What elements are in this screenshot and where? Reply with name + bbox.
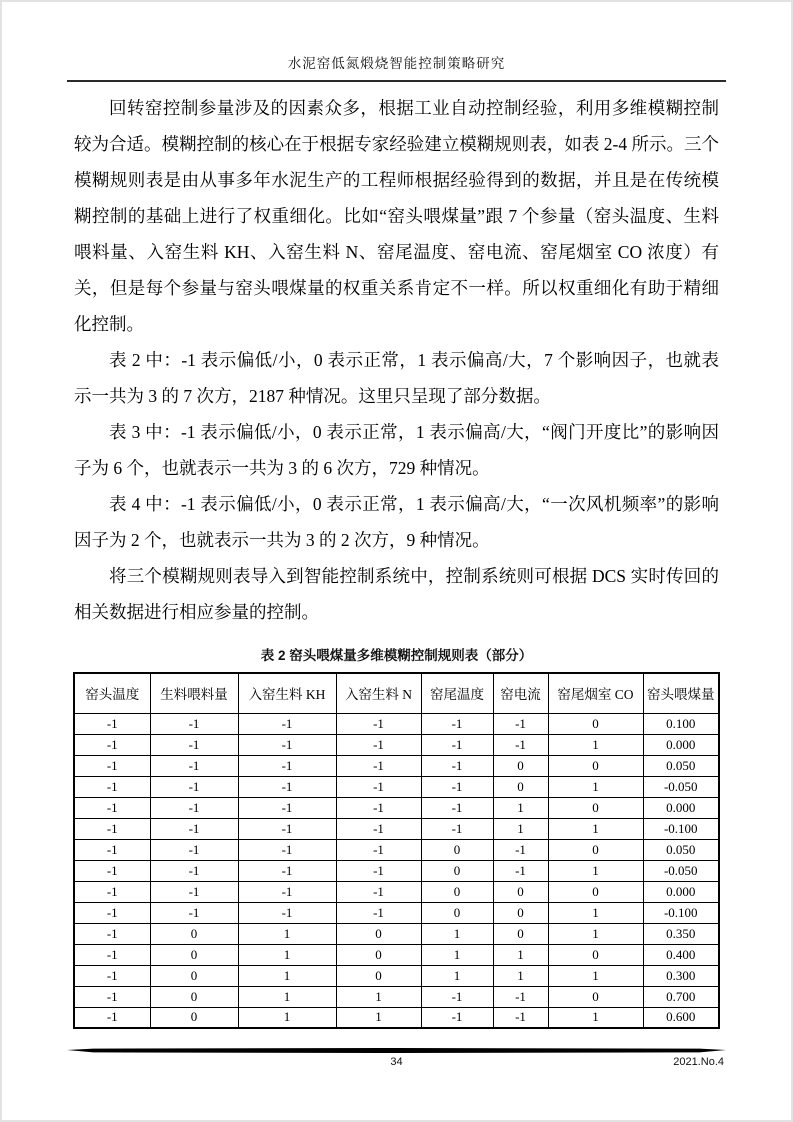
table-cell: 0: [548, 713, 643, 734]
table-cell: 0: [493, 755, 548, 776]
table-cell: 1: [548, 1007, 643, 1028]
table-cell: -1: [421, 818, 493, 839]
table-cell: 0: [150, 986, 238, 1007]
table-cell: 1: [493, 818, 548, 839]
table-cell: -1: [238, 713, 336, 734]
table-row: [74, 818, 719, 839]
table-cell: 0.600: [643, 1007, 719, 1028]
table-cell: 1: [548, 818, 643, 839]
table-row: [74, 860, 719, 881]
table-cell: 1: [421, 965, 493, 986]
column-header-raw-meal-feed: 生料喂料量: [150, 673, 238, 713]
table-cell: 0: [150, 1007, 238, 1028]
table-cell: -1: [238, 881, 336, 902]
page-header-title: 水泥窑低氮煅烧智能控制策略研究: [287, 56, 506, 71]
table-cell: 0: [493, 776, 548, 797]
table-cell: -1: [238, 839, 336, 860]
table-cell: 0: [548, 881, 643, 902]
table-cell: 0: [421, 902, 493, 923]
table-cell: 0: [493, 902, 548, 923]
table-cell: -1: [150, 755, 238, 776]
table-cell: -1: [150, 818, 238, 839]
table-cell: -0.050: [643, 860, 719, 881]
table-cell: -1: [150, 734, 238, 755]
table-row: [74, 713, 719, 734]
table-cell: -1: [421, 776, 493, 797]
table-cell: 0: [336, 965, 421, 986]
table-cell: 0.300: [643, 965, 719, 986]
table-cell: 0.000: [643, 797, 719, 818]
table-cell: -1: [74, 755, 150, 776]
table-cell: -1: [238, 818, 336, 839]
table-cell: -1: [493, 734, 548, 755]
issue-label: 2021.No.4: [673, 1056, 724, 1068]
table-row: [74, 797, 719, 818]
table-cell: 0: [548, 797, 643, 818]
table-cell: 1: [493, 797, 548, 818]
table-cell: -0.050: [643, 776, 719, 797]
table-cell: 0: [548, 944, 643, 965]
table-cell: 1: [548, 923, 643, 944]
table-cell: -1: [238, 734, 336, 755]
fuzzy-rules-table: [73, 672, 720, 1029]
table-cell: 0: [548, 986, 643, 1007]
table-cell: -1: [493, 860, 548, 881]
column-header-kiln-current: 窑电流: [493, 673, 548, 713]
table-cell: 0.700: [643, 986, 719, 1007]
table-cell: 0: [336, 923, 421, 944]
table-cell: -1: [421, 986, 493, 1007]
table-cell: -1: [150, 713, 238, 734]
table-cell: 0.000: [643, 734, 719, 755]
table-cell: -1: [336, 797, 421, 818]
table-cell: -1: [74, 776, 150, 797]
table-cell: 0: [421, 881, 493, 902]
table-cell: 1: [548, 902, 643, 923]
table-cell: 1: [548, 860, 643, 881]
running-head: [2, 2, 791, 82]
table-row: [74, 923, 719, 944]
table-cell: -1: [150, 902, 238, 923]
table-cell: 0: [421, 839, 493, 860]
table-cell: 0.050: [643, 839, 719, 860]
table-cell: 0.400: [643, 944, 719, 965]
table-cell: -1: [421, 755, 493, 776]
paragraph-4: 表 4 中：-1 表示偏低/小，0 表示正常，1 表示偏高/大，“一次风机频率”的影响因子为 2 个，也就表示一共为 3 的 2 次方，9 种情况。: [74, 494, 719, 550]
table-cell: -1: [74, 1007, 150, 1028]
table-cell: 1: [336, 1007, 421, 1028]
table-row: [74, 839, 719, 860]
table-cell: 0: [548, 839, 643, 860]
table-cell: -1: [336, 902, 421, 923]
page-footer: [67, 1048, 726, 1072]
table-cell: 1: [336, 986, 421, 1007]
table-cell: 1: [493, 965, 548, 986]
table-cell: -1: [74, 797, 150, 818]
table-cell: 0.350: [643, 923, 719, 944]
table-cell: 0: [150, 944, 238, 965]
table-row: [74, 944, 719, 965]
body-text: [2, 82, 791, 630]
table-cell: -1: [238, 860, 336, 881]
table-cell: -0.100: [643, 902, 719, 923]
table-cell: -1: [336, 839, 421, 860]
table-cell: -1: [74, 734, 150, 755]
table-cell: -1: [336, 755, 421, 776]
table-cell: -1: [150, 881, 238, 902]
table-cell: -1: [421, 734, 493, 755]
table-cell: 0: [493, 881, 548, 902]
table-cell: 1: [493, 944, 548, 965]
table-cell: -1: [493, 1007, 548, 1028]
table-cell: -1: [150, 860, 238, 881]
paragraph-3: 表 3 中：-1 表示偏低/小，0 表示正常，1 表示偏高/大，“阀门开度比”的影响因子为 6 个，也就表示一共为 3 的 6 次方，729 种情况。: [74, 422, 719, 478]
table-cell: 0: [548, 755, 643, 776]
table-cell: 0: [150, 965, 238, 986]
table-cell: -1: [74, 986, 150, 1007]
table-cell: -1: [421, 1007, 493, 1028]
table-cell: -1: [421, 797, 493, 818]
table-cell: 1: [421, 944, 493, 965]
table-cell: 0: [421, 860, 493, 881]
column-header-kiln-tail-temp: 窑尾温度: [421, 673, 493, 713]
table-cell: -1: [493, 986, 548, 1007]
table-cell: -1: [238, 755, 336, 776]
table-cell: 0: [150, 923, 238, 944]
table-row: [74, 755, 719, 776]
table-cell: -1: [238, 902, 336, 923]
table-cell: -1: [493, 713, 548, 734]
table-cell: 0.050: [643, 755, 719, 776]
column-header-raw-meal-kh: 入窑生料 KH: [238, 673, 336, 713]
table-cell: -1: [74, 818, 150, 839]
table-cell: -1: [493, 839, 548, 860]
table-cell: 1: [238, 965, 336, 986]
table-cell: 0: [493, 923, 548, 944]
column-header-smoke-chamber-co: 窑尾烟室 CO: [548, 673, 643, 713]
table-cell: -1: [74, 881, 150, 902]
column-header-kiln-head-temp: 窑头温度: [74, 673, 150, 713]
table-cell: 1: [238, 923, 336, 944]
table-header: [74, 673, 719, 713]
table-cell: 1: [238, 944, 336, 965]
table-cell: -1: [336, 881, 421, 902]
table-cell: -1: [336, 734, 421, 755]
table-row: [74, 776, 719, 797]
table-cell: -1: [74, 902, 150, 923]
table-row: [74, 986, 719, 1007]
table-cell: 1: [548, 734, 643, 755]
paragraph-1: 回转窑控制参量涉及的因素众多，根据工业自动控制经验，利用多维模糊控制较为合适。模糊控制的核心在于根据专家经验建立模糊规则表，如表 2-4 所示。三个模糊规则表是由从事多年水泥生产的工程师根据经验得到的数据，并且是在传统模糊控制的基础上进行了权重细化。比如“窑头喂煤量”跟 7 个参量（窑头温度、生料喂料量、入窑生料 KH、入窑生料 N、窑尾温度、窑电流、窑尾烟室 CO 浓度）有关，但是每个参量与窑头喂煤量的权重关系肯定不一样。所以权重细化有助于精细化控制。: [74, 98, 719, 334]
table-cell: 1: [238, 986, 336, 1007]
table-cell: 1: [421, 923, 493, 944]
paragraph-5: 将三个模糊规则表导入到智能控制系统中，控制系统则可根据 DCS 实时传回的相关数据进行相应参量的控制。: [74, 566, 719, 622]
table-cell: -1: [238, 776, 336, 797]
footer-text: [67, 1056, 726, 1072]
column-header-coal-feed: 窑头喂煤量: [643, 673, 719, 713]
table-cell: 0.000: [643, 881, 719, 902]
table-cell: -1: [74, 860, 150, 881]
table-cell: 0.100: [643, 713, 719, 734]
footer-rule: [67, 1048, 726, 1053]
page-number: 34: [390, 1056, 403, 1068]
table-row: [74, 881, 719, 902]
table-cell: -1: [336, 860, 421, 881]
table-row: [74, 902, 719, 923]
table-cell: 1: [238, 1007, 336, 1028]
table-cell: -1: [74, 923, 150, 944]
table-body: [74, 713, 719, 1028]
table-cell: 1: [548, 965, 643, 986]
table-cell: -1: [74, 839, 150, 860]
table-cell: -1: [336, 776, 421, 797]
table-cell: -1: [74, 944, 150, 965]
table-cell: 1: [548, 776, 643, 797]
table-cell: 0: [336, 944, 421, 965]
table-header-row: [74, 673, 719, 713]
table-row: [74, 1007, 719, 1028]
table-row: [74, 965, 719, 986]
table-cell: -1: [150, 776, 238, 797]
table-cell: -1: [74, 965, 150, 986]
paragraph-2: 表 2 中：-1 表示偏低/小，0 表示正常，1 表示偏高/大，7 个影响因子，也就表示一共为 3 的 7 次方，2187 种情况。这里只呈现了部分数据。: [74, 350, 719, 406]
table-cell: -1: [150, 797, 238, 818]
table-cell: -1: [150, 839, 238, 860]
table-cell: -1: [238, 797, 336, 818]
table-cell: -0.100: [643, 818, 719, 839]
table-cell: -1: [336, 818, 421, 839]
table-row: [74, 734, 719, 755]
table-cell: -1: [336, 713, 421, 734]
column-header-raw-meal-n: 入窑生料 N: [336, 673, 421, 713]
table-cell: -1: [421, 713, 493, 734]
table-caption: 表 2 窑头喂煤量多维模糊控制规则表（部分）: [260, 648, 533, 663]
table-cell: -1: [74, 713, 150, 734]
